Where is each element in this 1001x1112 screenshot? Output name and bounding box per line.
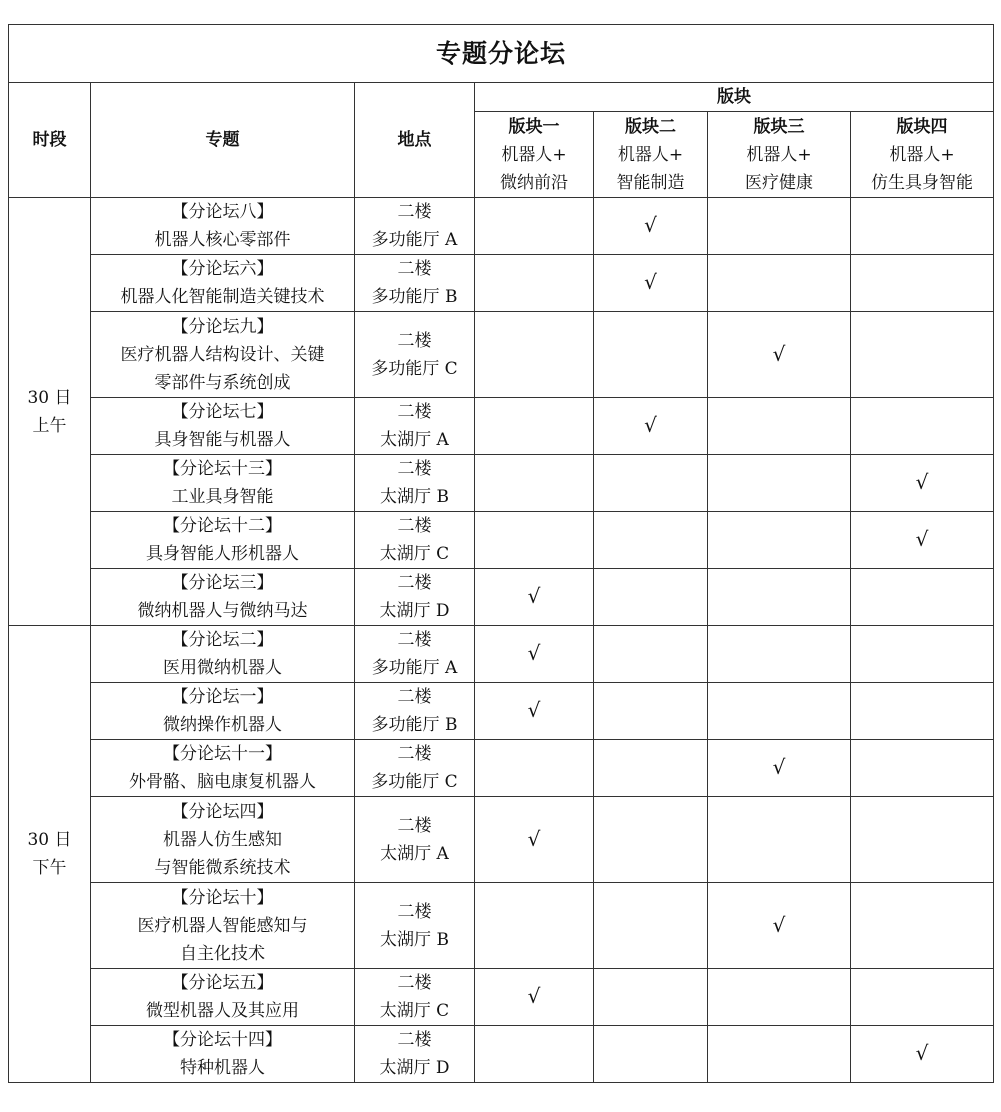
section-1-cell [475, 312, 594, 398]
check-mark: √ [644, 413, 657, 437]
forum-topic: 外骨骼、脑电康复机器人 [129, 772, 316, 792]
section-name: 版块一 [508, 116, 560, 137]
location-floor: 二楼 [397, 687, 432, 707]
section-2-cell [594, 683, 708, 740]
time-slot-line1: 30 日 [27, 830, 72, 850]
forum-topic-cell [91, 255, 355, 312]
forum-topic: 工业具身智能 [171, 487, 274, 507]
forum-location-cell [355, 797, 475, 883]
forum-number: 【分论坛七】 [171, 402, 274, 422]
forum-topic-cell [91, 312, 355, 398]
location-hall: 太湖厅 D [379, 1058, 450, 1078]
check-mark: √ [644, 270, 657, 294]
forum-location-cell [355, 569, 475, 626]
location-floor: 二楼 [397, 459, 432, 479]
section-2-cell [594, 569, 708, 626]
forum-number: 【分论坛四】 [171, 801, 274, 822]
section-4-cell [851, 398, 994, 455]
forum-topic: 与智能微系统技术 [154, 857, 291, 878]
table-row [9, 797, 994, 883]
section-2-cell [594, 255, 708, 312]
section-1-cell [475, 512, 594, 569]
forum-location-cell [355, 969, 475, 1026]
location-hall: 多功能厅 B [371, 287, 458, 307]
section-4-cell [851, 512, 994, 569]
section-desc-line2: 智能制造 [616, 172, 685, 193]
section-2-cell [594, 512, 708, 569]
section-1-cell [475, 255, 594, 312]
location-floor: 二楼 [397, 1030, 432, 1050]
section-1-cell [475, 569, 594, 626]
forum-topic-cell [91, 797, 355, 883]
forum-location-cell [355, 198, 475, 255]
section-3-cell [708, 398, 851, 455]
location-hall: 多功能厅 B [371, 715, 458, 735]
table-row [9, 569, 994, 626]
section-1-cell [475, 883, 594, 969]
forum-location-cell [355, 398, 475, 455]
section-name: 版块四 [896, 116, 948, 137]
forum-number: 【分论坛十四】 [163, 1030, 282, 1050]
section-3-cell [708, 969, 851, 1026]
forum-topic-cell [91, 455, 355, 512]
forum-topic: 机器人仿生感知 [163, 829, 282, 850]
section-4-cell [851, 740, 994, 797]
section-2-cell [594, 398, 708, 455]
forum-location-cell [355, 683, 475, 740]
section-4-cell [851, 198, 994, 255]
location-floor: 二楼 [397, 202, 432, 222]
table-row [9, 740, 994, 797]
section-4-cell [851, 569, 994, 626]
forum-location-cell [355, 312, 475, 398]
forum-number: 【分论坛十一】 [163, 744, 282, 764]
forum-number: 【分论坛五】 [171, 973, 274, 993]
section-2-cell [594, 883, 708, 969]
section-header-4 [851, 112, 994, 198]
section-3-cell [708, 883, 851, 969]
forum-topic-cell [91, 198, 355, 255]
forum-number: 【分论坛十】 [171, 887, 274, 908]
location-hall: 太湖厅 B [380, 929, 449, 950]
forum-topic: 医疗机器人结构设计、关键 [120, 344, 325, 365]
table-row [9, 398, 994, 455]
section-header-3 [708, 112, 851, 198]
location-hall: 太湖厅 B [380, 487, 449, 507]
section-4-cell [851, 312, 994, 398]
section-1-cell [475, 398, 594, 455]
check-mark: √ [644, 213, 657, 237]
section-2-cell [594, 455, 708, 512]
section-3-cell [708, 1026, 851, 1083]
table-row [9, 198, 994, 255]
forum-number: 【分论坛一】 [171, 687, 274, 707]
location-floor: 二楼 [397, 516, 432, 536]
forum-number: 【分论坛九】 [171, 316, 274, 337]
forum-topic-cell [91, 1026, 355, 1083]
time-slot-line1: 30 日 [27, 387, 72, 408]
section-2-cell [594, 312, 708, 398]
forum-number: 【分论坛八】 [171, 202, 274, 222]
forum-topic: 特种机器人 [180, 1058, 265, 1078]
section-3-cell [708, 198, 851, 255]
section-2-cell [594, 626, 708, 683]
section-3-cell [708, 626, 851, 683]
section-4-cell [851, 1026, 994, 1083]
forum-topic-cell [91, 969, 355, 1026]
location-hall: 太湖厅 C [379, 544, 450, 564]
location-floor: 二楼 [397, 815, 432, 836]
location-floor: 二楼 [397, 973, 432, 993]
section-header-1 [475, 112, 594, 198]
table-row [9, 455, 994, 512]
section-1-cell [475, 626, 594, 683]
section-name: 版块三 [753, 116, 805, 137]
forum-topic-cell [91, 398, 355, 455]
header-location: 地点 [355, 83, 475, 198]
section-desc-line1: 机器人+ [746, 144, 812, 165]
section-4-cell [851, 455, 994, 512]
forum-location-cell [355, 626, 475, 683]
section-3-cell [708, 512, 851, 569]
time-slot-line2: 下午 [32, 858, 67, 878]
forum-topic: 微纳操作机器人 [163, 715, 282, 735]
location-floor: 二楼 [397, 901, 432, 922]
table-row [9, 512, 994, 569]
section-2-cell [594, 969, 708, 1026]
location-hall: 太湖厅 C [379, 1001, 450, 1021]
location-hall: 多功能厅 C [371, 358, 458, 379]
forum-number: 【分论坛十三】 [163, 459, 282, 479]
check-mark: √ [915, 527, 929, 551]
table-row [9, 883, 994, 969]
check-mark: √ [527, 826, 541, 851]
time-slot-1 [9, 198, 91, 626]
header-sections-group: 版块 [475, 83, 994, 112]
forum-location-cell [355, 1026, 475, 1083]
forum-topic: 自主化技术 [180, 943, 265, 964]
location-floor: 二楼 [397, 744, 432, 764]
section-desc-line1: 机器人+ [889, 144, 955, 165]
section-4-cell [851, 883, 994, 969]
location-floor: 二楼 [397, 330, 432, 351]
check-mark: √ [527, 698, 541, 722]
check-mark: √ [527, 641, 541, 665]
location-hall: 多功能厅 A [371, 230, 458, 250]
forum-topic-cell [91, 512, 355, 569]
section-4-cell [851, 683, 994, 740]
forum-topic-cell [91, 883, 355, 969]
check-mark: √ [527, 984, 541, 1008]
time-slot-line2: 上午 [32, 415, 67, 436]
section-1-cell [475, 198, 594, 255]
section-1-cell [475, 1026, 594, 1083]
section-2-cell [594, 198, 708, 255]
section-2-cell [594, 797, 708, 883]
forum-topic-cell [91, 683, 355, 740]
location-hall: 太湖厅 D [379, 601, 450, 621]
section-3-cell [708, 255, 851, 312]
header-topic: 专题 [91, 83, 355, 198]
location-floor: 二楼 [397, 259, 432, 279]
section-2-cell [594, 740, 708, 797]
forum-topic-cell [91, 626, 355, 683]
forum-topic: 机器人化智能制造关键技术 [120, 287, 325, 307]
location-floor: 二楼 [397, 573, 432, 593]
section-3-cell [708, 312, 851, 398]
table-row [9, 626, 994, 683]
section-desc-line2: 微纳前沿 [500, 172, 568, 193]
section-3-cell [708, 797, 851, 883]
table-row [9, 683, 994, 740]
location-floor: 二楼 [397, 630, 432, 650]
table-row [9, 255, 994, 312]
check-mark: √ [915, 470, 929, 494]
section-header-2 [594, 112, 708, 198]
section-1-cell [475, 683, 594, 740]
check-mark: √ [772, 912, 786, 937]
section-4-cell [851, 797, 994, 883]
location-hall: 多功能厅 C [371, 772, 458, 792]
section-4-cell [851, 969, 994, 1026]
location-hall: 多功能厅 A [371, 658, 458, 678]
forum-topic: 机器人核心零部件 [154, 230, 291, 250]
section-3-cell [708, 683, 851, 740]
location-floor: 二楼 [397, 402, 432, 422]
forum-topic: 具身智能与机器人 [154, 430, 291, 450]
forum-number: 【分论坛六】 [171, 259, 274, 279]
forum-location-cell [355, 883, 475, 969]
section-3-cell [708, 740, 851, 797]
header-time: 时段 [9, 83, 91, 198]
forum-topic: 微纳机器人与微纳马达 [137, 601, 308, 621]
section-1-cell [475, 740, 594, 797]
section-4-cell [851, 255, 994, 312]
location-hall: 太湖厅 A [380, 843, 449, 864]
forum-number: 【分论坛二】 [171, 630, 274, 650]
check-mark: √ [772, 755, 786, 779]
forum-schedule-table [8, 24, 994, 1083]
location-hall: 太湖厅 A [380, 430, 449, 450]
forum-topic: 微型机器人及其应用 [146, 1001, 299, 1021]
section-4-cell [851, 626, 994, 683]
forum-location-cell [355, 512, 475, 569]
section-desc-line1: 机器人+ [501, 144, 567, 165]
forum-topic: 医用微纳机器人 [163, 658, 282, 678]
forum-number: 【分论坛三】 [171, 573, 274, 593]
forum-location-cell [355, 255, 475, 312]
table-row [9, 969, 994, 1026]
section-desc-line2: 仿生具身智能 [871, 172, 974, 193]
check-mark: √ [772, 341, 786, 366]
section-name: 版块二 [625, 116, 676, 137]
table-row [9, 312, 994, 398]
section-desc-line2: 医疗健康 [745, 172, 813, 193]
section-1-cell [475, 797, 594, 883]
time-slot-2 [9, 626, 91, 1083]
section-3-cell [708, 455, 851, 512]
forum-topic-cell [91, 569, 355, 626]
table-title: 专题分论坛 [9, 25, 994, 83]
check-mark: √ [527, 584, 541, 608]
forum-topic: 零部件与系统创成 [154, 372, 291, 393]
forum-topic: 医疗机器人智能感知与 [137, 915, 308, 936]
section-desc-line1: 机器人+ [617, 144, 684, 165]
forum-location-cell [355, 740, 475, 797]
forum-location-cell [355, 455, 475, 512]
section-2-cell [594, 1026, 708, 1083]
forum-topic-cell [91, 740, 355, 797]
section-1-cell [475, 969, 594, 1026]
check-mark: √ [915, 1041, 929, 1065]
forum-topic: 具身智能人形机器人 [146, 544, 299, 564]
table-row [9, 1026, 994, 1083]
forum-number: 【分论坛十二】 [163, 516, 282, 536]
section-3-cell [708, 569, 851, 626]
section-1-cell [475, 455, 594, 512]
